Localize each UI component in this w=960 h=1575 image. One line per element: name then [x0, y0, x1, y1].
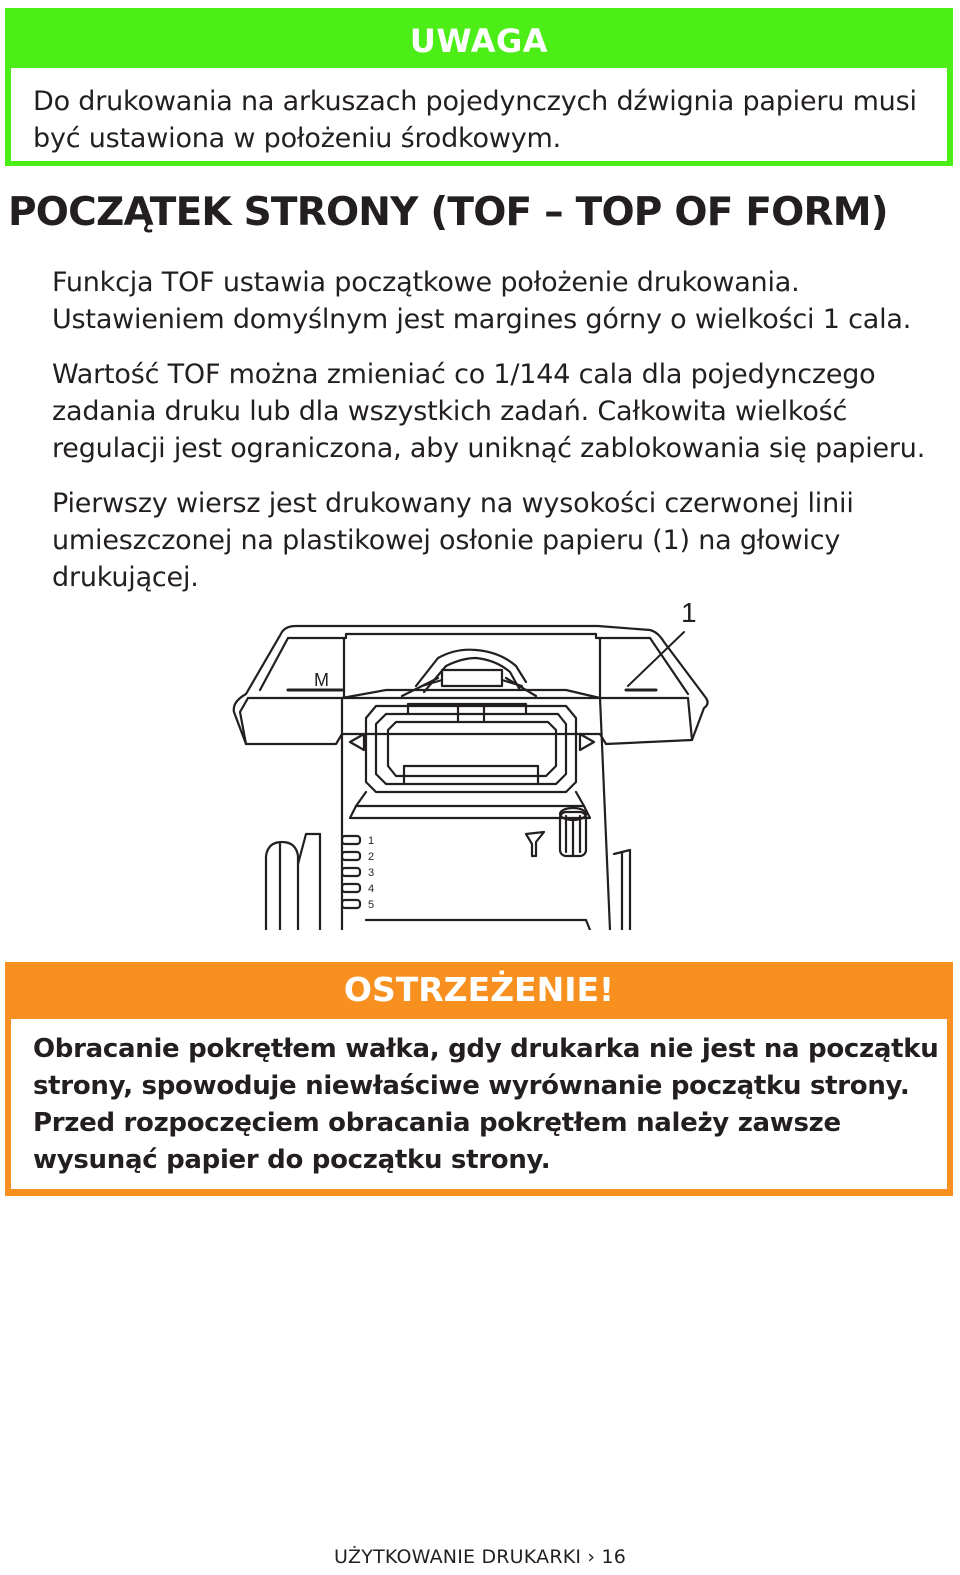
scale-number: 1 [368, 835, 375, 847]
paragraph-first-line: Pierwszy wiersz jest drukowany na wysokości czerwonej linii umieszczonej na plastikowej osłonie papieru (1) na głowicy drukującej. [52, 488, 854, 593]
section-heading: POCZĄTEK STRONY (TOF – TOP OF FORM) [8, 190, 888, 235]
warning-title: OSTRZEŻENIE! [343, 970, 615, 1009]
scale-number: 2 [368, 851, 375, 863]
paragraph-tof-adjust: Wartość TOF można zmieniać co 1/144 cala dla pojedynczego zadania druku lub dla wszystkich zadań. Całkowita wielkość regulacji jest ograniczona, aby uniknąć zablokowania się papieru. [52, 359, 926, 464]
warning-box [5, 962, 953, 1196]
m-label: M [314, 670, 329, 690]
note-body: Do drukowania na arkuszach pojedynczych dźwignia papieru musi być ustawiona w położeniu środkowym. [11, 68, 947, 161]
printer-head-illustration [226, 594, 716, 930]
warning-body: Obracanie pokrętłem wałka, gdy drukarka nie jest na początku strony, spowoduje niewłaściwe wyrównanie początku strony. Przed rozpoczęciem obracania pokrętłem należy zawsze wysunąć papier do początku strony. [11, 1019, 947, 1189]
page-footer: UŻYTKOWANIE DRUKARKI › 16 [333, 1546, 627, 1568]
callout-number: 1 [681, 597, 697, 628]
note-title: UWAGA [409, 22, 549, 60]
scale-number: 5 [368, 899, 375, 911]
scale-number: 4 [368, 883, 375, 895]
scale-number: 3 [368, 867, 375, 879]
note-box [5, 8, 953, 166]
paragraph-tof-intro: Funkcja TOF ustawia początkowe położenie drukowania. Ustawieniem domyślnym jest margines górny o wielkości 1 cala. [52, 267, 912, 335]
